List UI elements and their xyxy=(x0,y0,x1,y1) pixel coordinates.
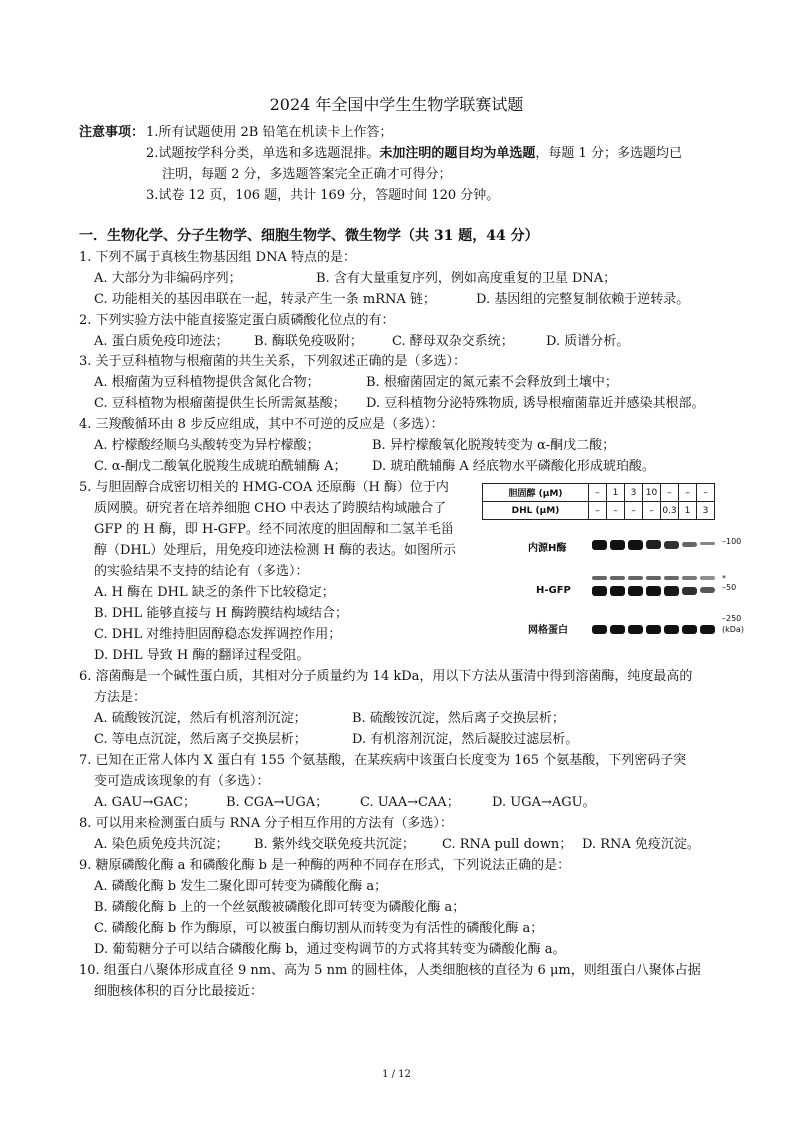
q2-option-d: D. 质谱分析。 xyxy=(546,334,630,349)
band-endogenous xyxy=(610,540,625,550)
question-5-line-5: 的实验结果不支持的结论有（多选）： xyxy=(94,564,309,579)
band-hgfp-upper xyxy=(592,576,607,580)
q2-option-c: C. 酵母双杂交系统； xyxy=(392,334,514,349)
blot-label-hgfp: H-GFP xyxy=(536,585,571,596)
question-5-line-1: 5. 与胆固醇合成密切相关的 HMG-COA 还原酶（H 酶）位于内 xyxy=(79,480,449,495)
notice-line-1: 1.所有试题使用 2B 铅笔在机读卡上作答； xyxy=(146,125,393,140)
dhl-cell: – xyxy=(625,502,643,520)
notice-line-2-b: 未加注明的题目均为单选题 xyxy=(379,146,536,161)
mw-marker-100: –100 xyxy=(722,537,742,546)
q3-option-d: D. 豆科植物分泌特殊物质, 诱导根瘤菌靠近并感染其根部。 xyxy=(366,396,705,411)
question-4: 4. 三羧酸循环由 8 步反应组成，其中不可逆的反应是（多选）： xyxy=(79,417,444,432)
q8-option-b: B. 紫外线交联免疫共沉淀； xyxy=(254,837,415,852)
cholesterol-row xyxy=(483,484,715,502)
q9-option-c: C. 磷酸化酶 b 作为酶原，可以被蛋白酶切割从而转变为有活性的磷酸化酶 a； xyxy=(94,921,544,936)
dhl-cell: 1 xyxy=(679,502,697,520)
dhl-label: DHL (μM) xyxy=(483,502,589,520)
dhl-cell: 3 xyxy=(697,502,715,520)
q6-option-a: A. 硫酸铵沉淀，然后有机溶剂沉淀； xyxy=(94,711,307,726)
band-hgfp xyxy=(682,587,697,595)
notice-line-2-a: 2.试题按学科分类，单选和多选题混排。 xyxy=(146,146,380,161)
chol-cell: 3 xyxy=(625,484,643,502)
q4-option-c: C. α-酮戊二酸氧化脱羧生成琥珀酰辅酶 A； xyxy=(94,459,347,474)
mw-marker-250: –250 xyxy=(722,614,742,623)
q9-option-b: B. 磷酸化酶 b 上的一个丝氨酸被磷酸化即可转变为磷酸化酶 a； xyxy=(94,900,466,915)
blot-label-endogenous: 内源H酶 xyxy=(528,543,567,554)
q5-option-d: D. DHL 导致 H 酶的翻译过程受阻。 xyxy=(94,648,310,663)
q9-option-a: A. 磷酸化酶 b 发生二聚化即可转变为磷酸化酶 a； xyxy=(94,879,388,894)
dhl-cell: 0.3 xyxy=(661,502,679,520)
blot-label-clathrin: 网格蛋白 xyxy=(528,625,568,636)
question-6-line-1: 6. 溶菌酶是一个碱性蛋白质，其相对分子质量约为 14 kDa，用以下方法从蛋清中得到溶菌酶，纯度最高的 xyxy=(79,669,693,684)
q4-option-b: B. 异柠檬酸氧化脱羧转变为 α-酮戊二酸； xyxy=(372,438,616,453)
band-clathrin xyxy=(664,625,679,634)
chol-cell: 10 xyxy=(643,484,661,502)
q7-option-a: A. GAU→GAC； xyxy=(94,795,196,810)
q1-option-a: A. 大部分为非编码序列； xyxy=(94,271,242,286)
band-endogenous xyxy=(682,542,697,547)
band-clathrin xyxy=(628,625,643,634)
notice-label: 注意事项： xyxy=(79,125,145,140)
q9-option-d: D. 葡萄糖分子可以结合磷酸化酶 b，通过变构调节的方式将其转变为磷酸化酶 a。 xyxy=(94,942,566,957)
q1-option-b: B. 含有大量重复序列，例如高度重复的卫星 DNA； xyxy=(316,271,617,286)
chol-cell: – xyxy=(679,484,697,502)
band-hgfp-upper xyxy=(700,576,715,580)
dhl-cell: – xyxy=(589,502,607,520)
notice-line-2-c: ，每题 1 分；多选题均已 xyxy=(535,146,682,161)
q5-option-a: A. H 酶在 DHL 缺乏的条件下比较稳定； xyxy=(94,585,335,600)
cholesterol-label: 胆固醇 (μM) xyxy=(483,484,589,502)
western-blot-figure xyxy=(482,483,762,648)
chol-cell: 1 xyxy=(607,484,625,502)
band-endogenous xyxy=(700,542,715,545)
chol-cell: – xyxy=(697,484,715,502)
q5-option-b: B. DHL 能够直接与 H 酶跨膜结构域结合； xyxy=(94,606,348,621)
page-title: 2024 年全国中学生生物学联赛试题 xyxy=(269,95,524,114)
band-hgfp-upper xyxy=(610,576,625,580)
chol-cell: – xyxy=(589,484,607,502)
q4-option-a: A. 柠檬酸经顺乌头酸转变为异柠檬酸； xyxy=(94,438,320,453)
band-hgfp xyxy=(610,586,625,596)
notice-line-4: 3.试卷 12 页，106 题，共计 169 分，答题时间 120 分钟。 xyxy=(146,188,500,203)
question-8: 8. 可以用来检测蛋白质与 RNA 分子相互作用的方法有（多选）： xyxy=(79,816,453,831)
band-clathrin xyxy=(682,625,697,634)
band-clathrin xyxy=(646,625,661,634)
question-9: 9. 糖原磷酸化酶 a 和磷酸化酶 b 是一种酶的两种不同存在形式，下列说法正确的是： xyxy=(79,858,571,873)
page-number: 1 / 12 xyxy=(382,1069,411,1080)
q8-option-d: D. RNA 免疫沉淀。 xyxy=(582,837,700,852)
q1-option-c: C. 功能相关的基因串联在一起，转录产生一条 mRNA 链； xyxy=(94,292,436,307)
section-heading: 一．生物化学、分子生物学、细胞生物学、微生物学（共 31 题，44 分） xyxy=(79,228,539,244)
question-7-line-2: 变可造成该现象的有（多选）： xyxy=(94,774,270,789)
q6-option-c: C. 等电点沉淀，然后离子交换层析； xyxy=(94,732,307,747)
question-5-line-3: GFP 的 H 酶，即 H-GFP。经不同浓度的胆固醇和二氢羊毛甾 xyxy=(94,522,454,537)
q2-option-a: A. 蛋白质免疫印迹法； xyxy=(94,334,229,349)
band-hgfp-upper xyxy=(664,576,679,580)
band-endogenous xyxy=(628,540,643,550)
q7-option-b: B. CGA→UGA； xyxy=(226,795,329,810)
question-10-line-1: 10. 组蛋白八聚体形成直径 9 nm、高为 5 nm 的圆柱体，人类细胞核的直径为 6 μm，则组蛋白八聚体占据 xyxy=(79,963,701,978)
q1-option-d: D. 基因组的完整复制依赖于逆转录。 xyxy=(476,292,690,307)
band-hgfp xyxy=(700,587,715,593)
band-hgfp-upper xyxy=(646,576,661,580)
question-5-line-2: 质网膜。研究者在培养细胞 CHO 中表达了跨膜结构域融合了 xyxy=(94,501,447,516)
dhl-cell: – xyxy=(607,502,625,520)
q8-option-a: A. 染色质免疫共沉淀； xyxy=(94,837,229,852)
question-7-line-1: 7. 已知在正常人体内 X 蛋白有 155 个氨基酸，在某疾病中该蛋白长度变为 165 个氨基酸，下列密码子突 xyxy=(79,753,687,768)
chol-cell: – xyxy=(661,484,679,502)
q3-option-a: A. 根瘤菌为豆科植物提供含氮化合物； xyxy=(94,375,320,390)
q7-option-d: D. UGA→AGU。 xyxy=(492,795,596,810)
band-hgfp-upper xyxy=(682,576,697,580)
mw-marker-50: –50 xyxy=(722,583,737,592)
question-1: 1. 下列不属于真核生物基因组 DNA 特点的是： xyxy=(79,250,356,265)
q6-option-d: D. 有机溶剂沉淀，然后凝胶过滤层析。 xyxy=(352,732,579,747)
question-2: 2. 下列实验方法中能直接鉴定蛋白质磷酸化位点的有： xyxy=(79,313,395,328)
band-hgfp-upper xyxy=(628,576,643,580)
notice-line-3: 注明，每题 2 分，多选题答案完全正确才可得分； xyxy=(162,167,452,182)
treatment-table xyxy=(482,483,715,520)
q3-option-c: C. 豆科植物为根瘤菌提供生长所需氮基酸； xyxy=(94,396,346,411)
q5-option-c: C. DHL 对维持胆固醇稳态发挥调控作用； xyxy=(94,627,342,642)
question-6-line-2: 方法是： xyxy=(94,690,147,705)
band-clathrin xyxy=(592,625,607,634)
band-hgfp xyxy=(664,586,679,596)
dhl-row xyxy=(483,502,715,520)
q7-option-c: C. UAA→CAA； xyxy=(360,795,460,810)
dhl-cell: – xyxy=(643,502,661,520)
question-5-line-4: 醇（DHL）处理后，用免疫印迹法检测 H 酶的表达。如图所示 xyxy=(94,543,456,558)
notice-line-2 xyxy=(146,145,682,163)
mw-marker-star: * xyxy=(722,574,726,583)
band-hgfp xyxy=(646,586,661,596)
q3-option-b: B. 根瘤菌固定的氮元素不会释放到土壤中； xyxy=(366,375,618,390)
band-clathrin xyxy=(700,625,715,634)
band-clathrin xyxy=(610,625,625,634)
q2-option-b: B. 酶联免疫吸附； xyxy=(254,334,363,349)
q8-option-c: C. RNA pull down； xyxy=(442,837,573,852)
question-10-line-2: 细胞核体积的百分比最接近： xyxy=(94,984,264,999)
mw-unit: (kDa) xyxy=(722,625,744,634)
q4-option-d: D. 琥珀酰辅酶 A 经底物水平磷酸化形成琥珀酸。 xyxy=(372,459,655,474)
band-endogenous xyxy=(664,541,679,549)
question-3: 3. 关于豆科植物与根瘤菌的共生关系，下列叙述正确的是（多选）： xyxy=(79,354,467,369)
band-hgfp xyxy=(628,586,643,596)
band-endogenous xyxy=(646,540,661,549)
band-endogenous xyxy=(592,540,607,550)
q6-option-b: B. 硫酸铵沉淀，然后离子交换层析； xyxy=(352,711,565,726)
band-hgfp xyxy=(592,586,607,596)
